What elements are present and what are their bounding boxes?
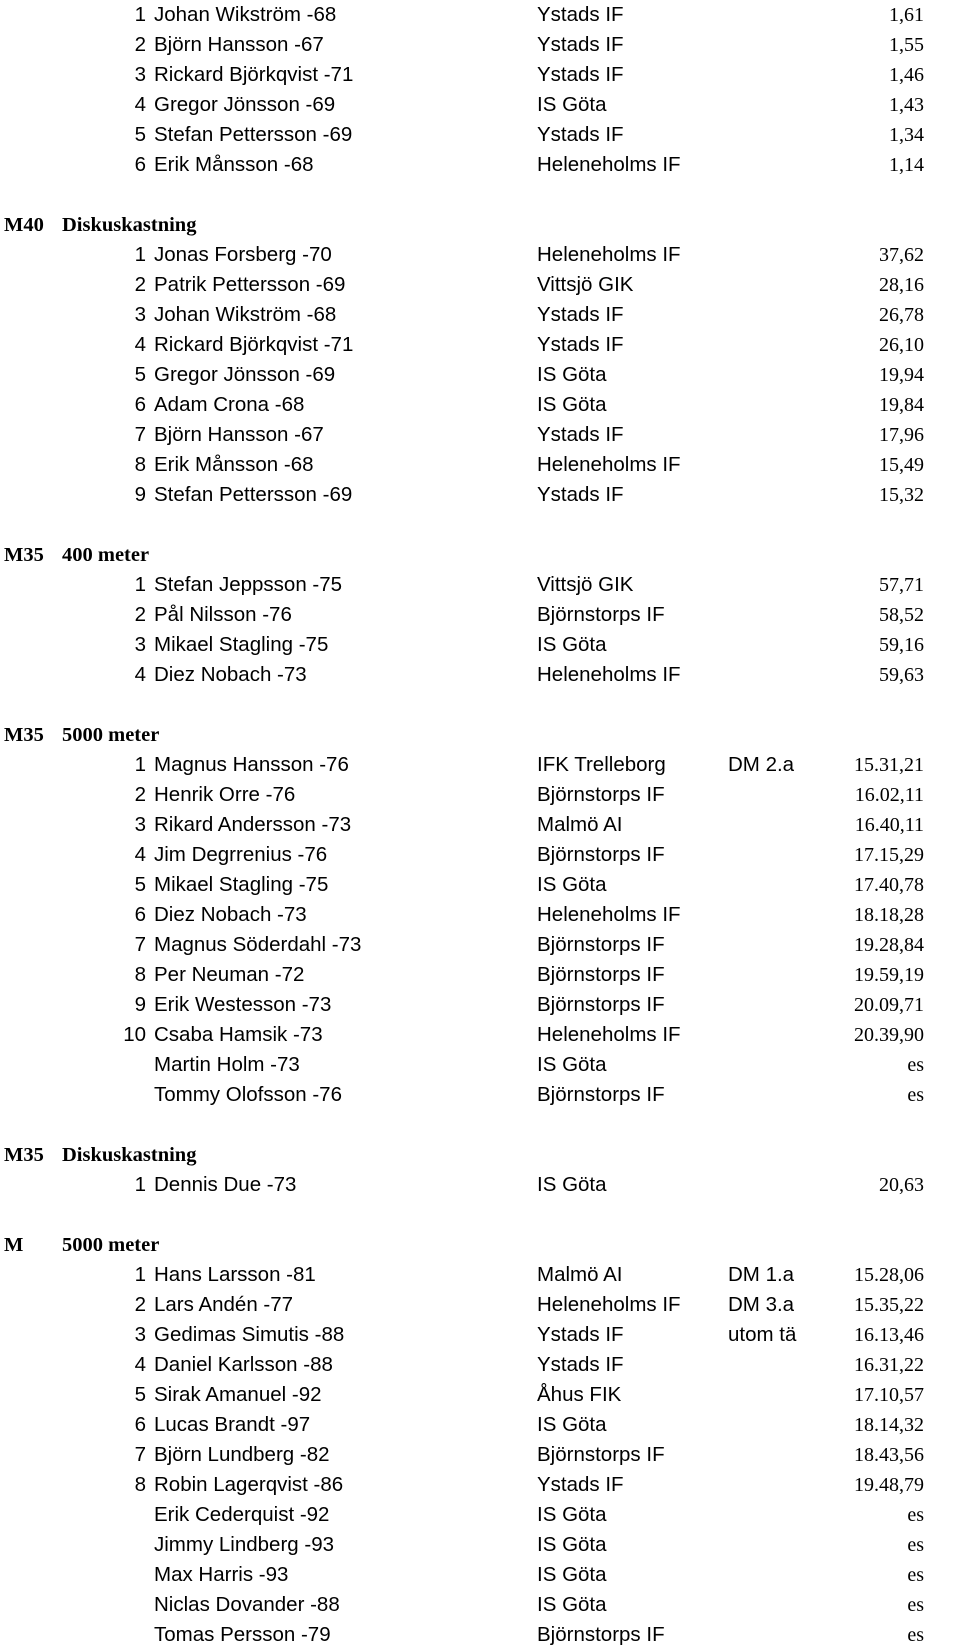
result-value: 19.59,19 xyxy=(854,964,924,986)
placing: 1 xyxy=(134,1173,146,1196)
result-row xyxy=(0,1410,960,1440)
result-value: 15,49 xyxy=(879,454,924,476)
result-row xyxy=(0,660,960,690)
athlete-name: Rickard Björkqvist -71 xyxy=(154,63,354,86)
placing: 10 xyxy=(123,1023,146,1046)
club-name: Vittsjö GIK xyxy=(537,273,634,296)
club-name: IS Göta xyxy=(537,1173,607,1196)
placing: 1 xyxy=(134,573,146,596)
result-value: 15.28,06 xyxy=(854,1264,924,1286)
section-spacer xyxy=(0,1200,960,1230)
athlete-name: Jimmy Lindberg -93 xyxy=(154,1533,335,1556)
result-value: 1,14 xyxy=(889,154,924,176)
result-row xyxy=(0,1560,960,1590)
club-name: Björnstorps IF xyxy=(537,603,665,626)
club-name: IS Göta xyxy=(537,1413,607,1436)
athlete-name: Daniel Karlsson -88 xyxy=(154,1353,333,1376)
placing: 8 xyxy=(134,963,146,986)
results-section xyxy=(0,210,960,510)
result-row xyxy=(0,600,960,630)
club-name: IFK Trelleborg xyxy=(537,753,666,776)
result-row xyxy=(0,870,960,900)
result-value: 1,34 xyxy=(889,124,924,146)
result-row xyxy=(0,270,960,300)
result-row xyxy=(0,240,960,270)
placing: 5 xyxy=(134,123,146,146)
result-row xyxy=(0,570,960,600)
athlete-name: Gedimas Simutis -88 xyxy=(154,1323,345,1346)
result-value: 57,71 xyxy=(879,574,924,596)
placing: 7 xyxy=(134,933,146,956)
placing: 2 xyxy=(134,33,146,56)
club-name: Björnstorps IF xyxy=(537,933,665,956)
club-name: Ystads IF xyxy=(537,333,624,356)
result-row xyxy=(0,1290,960,1320)
result-value: 28,16 xyxy=(879,274,924,296)
result-row xyxy=(0,990,960,1020)
athlete-name: Mikael Stagling -75 xyxy=(154,633,329,656)
club-name: Björnstorps IF xyxy=(537,843,665,866)
club-name: Ystads IF xyxy=(537,1323,624,1346)
result-note: DM 1.a xyxy=(728,1263,795,1286)
result-row xyxy=(0,30,960,60)
club-name: Björnstorps IF xyxy=(537,993,665,1016)
result-row xyxy=(0,480,960,510)
result-row xyxy=(0,0,960,30)
result-value: 17.10,57 xyxy=(854,1384,924,1406)
club-name: Heleneholms IF xyxy=(537,1293,681,1316)
section-heading xyxy=(0,720,960,750)
club-name: Heleneholms IF xyxy=(537,1023,681,1046)
athlete-name: Hans Larsson -81 xyxy=(154,1263,316,1286)
result-value: 18.43,56 xyxy=(854,1444,924,1466)
placing: 7 xyxy=(134,423,146,446)
result-row xyxy=(0,1320,960,1350)
athlete-name: Magnus Hansson -76 xyxy=(154,753,349,776)
age-class-label: M40 xyxy=(4,214,44,236)
placing: 6 xyxy=(134,1413,146,1436)
club-name: IS Göta xyxy=(537,873,607,896)
athlete-name: Björn Lundberg -82 xyxy=(154,1443,330,1466)
athlete-name: Lars Andén -77 xyxy=(154,1293,294,1316)
result-row xyxy=(0,330,960,360)
result-row xyxy=(0,1500,960,1530)
placing: 5 xyxy=(134,1383,146,1406)
athlete-name: Björn Hansson -67 xyxy=(154,423,324,446)
club-name: Ystads IF xyxy=(537,63,624,86)
result-row xyxy=(0,1530,960,1560)
result-row xyxy=(0,1020,960,1050)
result-value: 15.31,21 xyxy=(854,754,924,776)
placing: 9 xyxy=(134,993,146,1016)
result-value: 17.40,78 xyxy=(854,874,924,896)
age-class-label: M35 xyxy=(4,544,44,566)
athlete-name: Johan Wikström -68 xyxy=(154,3,337,26)
placing: 2 xyxy=(134,273,146,296)
result-value: 16.02,11 xyxy=(854,784,924,806)
club-name: Ystads IF xyxy=(537,123,624,146)
section-spacer xyxy=(0,1110,960,1140)
club-name: Björnstorps IF xyxy=(537,783,665,806)
placing: 1 xyxy=(134,3,146,26)
athlete-name: Erik Månsson -68 xyxy=(154,153,314,176)
result-row xyxy=(0,390,960,420)
result-note: DM 3.a xyxy=(728,1293,795,1316)
results-section xyxy=(0,0,960,180)
event-title: Diskuskastning xyxy=(62,1144,197,1166)
club-name: Heleneholms IF xyxy=(537,903,681,926)
placing: 1 xyxy=(134,1263,146,1286)
athlete-name: Stefan Pettersson -69 xyxy=(154,123,353,146)
placing: 6 xyxy=(134,903,146,926)
result-value: es xyxy=(907,1084,924,1106)
placing: 3 xyxy=(134,303,146,326)
result-value: 1,43 xyxy=(889,94,924,116)
result-row xyxy=(0,60,960,90)
age-class-label: M35 xyxy=(4,724,44,746)
club-name: IS Göta xyxy=(537,1533,607,1556)
result-row xyxy=(0,630,960,660)
result-value: 15.35,22 xyxy=(854,1294,924,1316)
result-value: 37,62 xyxy=(879,244,924,266)
club-name: Malmö AI xyxy=(537,813,623,836)
result-row xyxy=(0,900,960,930)
placing: 3 xyxy=(134,633,146,656)
club-name: IS Göta xyxy=(537,633,607,656)
placing: 2 xyxy=(134,783,146,806)
club-name: Ystads IF xyxy=(537,1353,624,1376)
result-value: 19,84 xyxy=(879,394,924,416)
result-value: 20,63 xyxy=(879,1174,924,1196)
placing: 3 xyxy=(134,813,146,836)
athlete-name: Tomas Persson -79 xyxy=(154,1623,331,1646)
placing: 4 xyxy=(134,843,146,866)
result-row xyxy=(0,450,960,480)
athlete-name: Gregor Jönsson -69 xyxy=(154,363,336,386)
result-row xyxy=(0,420,960,450)
result-row xyxy=(0,1350,960,1380)
athlete-name: Mikael Stagling -75 xyxy=(154,873,329,896)
result-row xyxy=(0,960,960,990)
result-value: 17.15,29 xyxy=(854,844,924,866)
result-value: 17,96 xyxy=(879,424,924,446)
result-row xyxy=(0,1590,960,1620)
club-name: Vittsjö GIK xyxy=(537,573,634,596)
result-value: 19.28,84 xyxy=(854,934,924,956)
athlete-name: Jim Degrrenius -76 xyxy=(154,843,328,866)
placing: 8 xyxy=(134,1473,146,1496)
result-row xyxy=(0,120,960,150)
result-value: 26,10 xyxy=(879,334,924,356)
result-row xyxy=(0,750,960,780)
athlete-name: Erik Månsson -68 xyxy=(154,453,314,476)
result-value: 58,52 xyxy=(879,604,924,626)
placing: 4 xyxy=(134,1353,146,1376)
placing: 3 xyxy=(134,63,146,86)
athlete-name: Dennis Due -73 xyxy=(154,1173,297,1196)
athlete-name: Robin Lagerqvist -86 xyxy=(154,1473,344,1496)
club-name: Åhus FIK xyxy=(537,1383,622,1406)
results-section xyxy=(0,1140,960,1200)
result-value: 15,32 xyxy=(879,484,924,506)
placing: 4 xyxy=(134,663,146,686)
placing: 7 xyxy=(134,1443,146,1466)
result-row xyxy=(0,810,960,840)
athlete-name: Niclas Dovander -88 xyxy=(154,1593,340,1616)
section-heading xyxy=(0,1230,960,1260)
result-value: 18.18,28 xyxy=(854,904,924,926)
athlete-name: Stefan Pettersson -69 xyxy=(154,483,353,506)
result-row xyxy=(0,360,960,390)
club-name: Ystads IF xyxy=(537,3,624,26)
result-value: 16.31,22 xyxy=(854,1354,924,1376)
club-name: IS Göta xyxy=(537,1593,607,1616)
athlete-name: Stefan Jeppsson -75 xyxy=(154,573,343,596)
result-row xyxy=(0,1440,960,1470)
result-row xyxy=(0,780,960,810)
club-name: IS Göta xyxy=(537,1503,607,1526)
result-value: 59,63 xyxy=(879,664,924,686)
club-name: Heleneholms IF xyxy=(537,243,681,266)
result-value: 16.40,11 xyxy=(854,814,924,836)
club-name: Ystads IF xyxy=(537,33,624,56)
athlete-name: Sirak Amanuel -92 xyxy=(154,1383,322,1406)
result-row xyxy=(0,1620,960,1650)
placing: 9 xyxy=(134,483,146,506)
result-row xyxy=(0,930,960,960)
athlete-name: Lucas Brandt -97 xyxy=(154,1413,311,1436)
age-class-label: M xyxy=(4,1234,24,1256)
placing: 6 xyxy=(134,153,146,176)
result-value: 1,61 xyxy=(889,4,924,26)
result-value: es xyxy=(907,1504,924,1526)
section-spacer xyxy=(0,180,960,210)
athlete-name: Johan Wikström -68 xyxy=(154,303,337,326)
club-name: IS Göta xyxy=(537,363,607,386)
result-row xyxy=(0,90,960,120)
section-heading xyxy=(0,210,960,240)
athlete-name: Henrik Orre -76 xyxy=(154,783,296,806)
result-value: es xyxy=(907,1624,924,1646)
athlete-name: Diez Nobach -73 xyxy=(154,663,307,686)
results-section xyxy=(0,720,960,1110)
athlete-name: Erik Westesson -73 xyxy=(154,993,332,1016)
result-row xyxy=(0,1260,960,1290)
athlete-name: Rikard Andersson -73 xyxy=(154,813,352,836)
result-value: 16.13,46 xyxy=(854,1324,924,1346)
result-row xyxy=(0,300,960,330)
club-name: Heleneholms IF xyxy=(537,153,681,176)
result-row xyxy=(0,1380,960,1410)
club-name: Björnstorps IF xyxy=(537,963,665,986)
club-name: Heleneholms IF xyxy=(537,663,681,686)
club-name: IS Göta xyxy=(537,1053,607,1076)
event-title: Diskuskastning xyxy=(62,214,197,236)
athlete-name: Tommy Olofsson -76 xyxy=(154,1083,342,1106)
athlete-name: Adam Crona -68 xyxy=(154,393,305,416)
placing: 2 xyxy=(134,603,146,626)
athlete-name: Csaba Hamsik -73 xyxy=(154,1023,323,1046)
athlete-name: Max Harris -93 xyxy=(154,1563,289,1586)
club-name: Björnstorps IF xyxy=(537,1443,665,1466)
placing: 4 xyxy=(134,93,146,116)
result-value: es xyxy=(907,1534,924,1556)
athlete-name: Magnus Söderdahl -73 xyxy=(154,933,362,956)
placing: 1 xyxy=(134,243,146,266)
placing: 5 xyxy=(134,363,146,386)
event-title: 5000 meter xyxy=(62,724,160,746)
club-name: IS Göta xyxy=(537,93,607,116)
age-class-label: M35 xyxy=(4,1144,44,1166)
event-title: 5000 meter xyxy=(62,1234,160,1256)
section-spacer xyxy=(0,510,960,540)
result-value: es xyxy=(907,1054,924,1076)
athlete-name: Martin Holm -73 xyxy=(154,1053,300,1076)
athlete-name: Gregor Jönsson -69 xyxy=(154,93,336,116)
placing: 4 xyxy=(134,333,146,356)
placing: 3 xyxy=(134,1323,146,1346)
athlete-name: Pål Nilsson -76 xyxy=(154,603,292,626)
result-row xyxy=(0,150,960,180)
result-row xyxy=(0,1170,960,1200)
athlete-name: Jonas Forsberg -70 xyxy=(154,243,332,266)
event-title: 400 meter xyxy=(62,544,150,566)
club-name: Ystads IF xyxy=(537,483,624,506)
section-heading xyxy=(0,540,960,570)
result-value: 19,94 xyxy=(879,364,924,386)
result-value: 20.39,90 xyxy=(854,1024,924,1046)
result-value: 20.09,71 xyxy=(854,994,924,1016)
result-value: 19.48,79 xyxy=(854,1474,924,1496)
athlete-name: Rickard Björkqvist -71 xyxy=(154,333,354,356)
athlete-name: Björn Hansson -67 xyxy=(154,33,324,56)
result-value: es xyxy=(907,1564,924,1586)
result-row xyxy=(0,1080,960,1110)
result-value: 26,78 xyxy=(879,304,924,326)
section-heading xyxy=(0,1140,960,1170)
result-row xyxy=(0,1050,960,1080)
result-value: 59,16 xyxy=(879,634,924,656)
placing: 1 xyxy=(134,753,146,776)
placing: 5 xyxy=(134,873,146,896)
club-name: Ystads IF xyxy=(537,423,624,446)
club-name: Ystads IF xyxy=(537,1473,624,1496)
athlete-name: Per Neuman -72 xyxy=(154,963,305,986)
result-value: 1,55 xyxy=(889,34,924,56)
results-section xyxy=(0,540,960,690)
placing: 2 xyxy=(134,1293,146,1316)
placing: 6 xyxy=(134,393,146,416)
result-row xyxy=(0,840,960,870)
athlete-name: Patrik Pettersson -69 xyxy=(154,273,346,296)
club-name: IS Göta xyxy=(537,393,607,416)
result-value: 1,46 xyxy=(889,64,924,86)
club-name: Ystads IF xyxy=(537,303,624,326)
club-name: Björnstorps IF xyxy=(537,1083,665,1106)
result-note: DM 2.a xyxy=(728,753,795,776)
club-name: Heleneholms IF xyxy=(537,453,681,476)
athlete-name: Erik Cederquist -92 xyxy=(154,1503,330,1526)
results-section xyxy=(0,1230,960,1650)
result-value: es xyxy=(907,1594,924,1616)
result-row xyxy=(0,1470,960,1500)
club-name: Björnstorps IF xyxy=(537,1623,665,1646)
result-note: utom tä xyxy=(728,1323,797,1346)
athlete-name: Diez Nobach -73 xyxy=(154,903,307,926)
club-name: IS Göta xyxy=(537,1563,607,1586)
section-spacer xyxy=(0,690,960,720)
placing: 8 xyxy=(134,453,146,476)
result-value: 18.14,32 xyxy=(854,1414,924,1436)
club-name: Malmö AI xyxy=(537,1263,623,1286)
